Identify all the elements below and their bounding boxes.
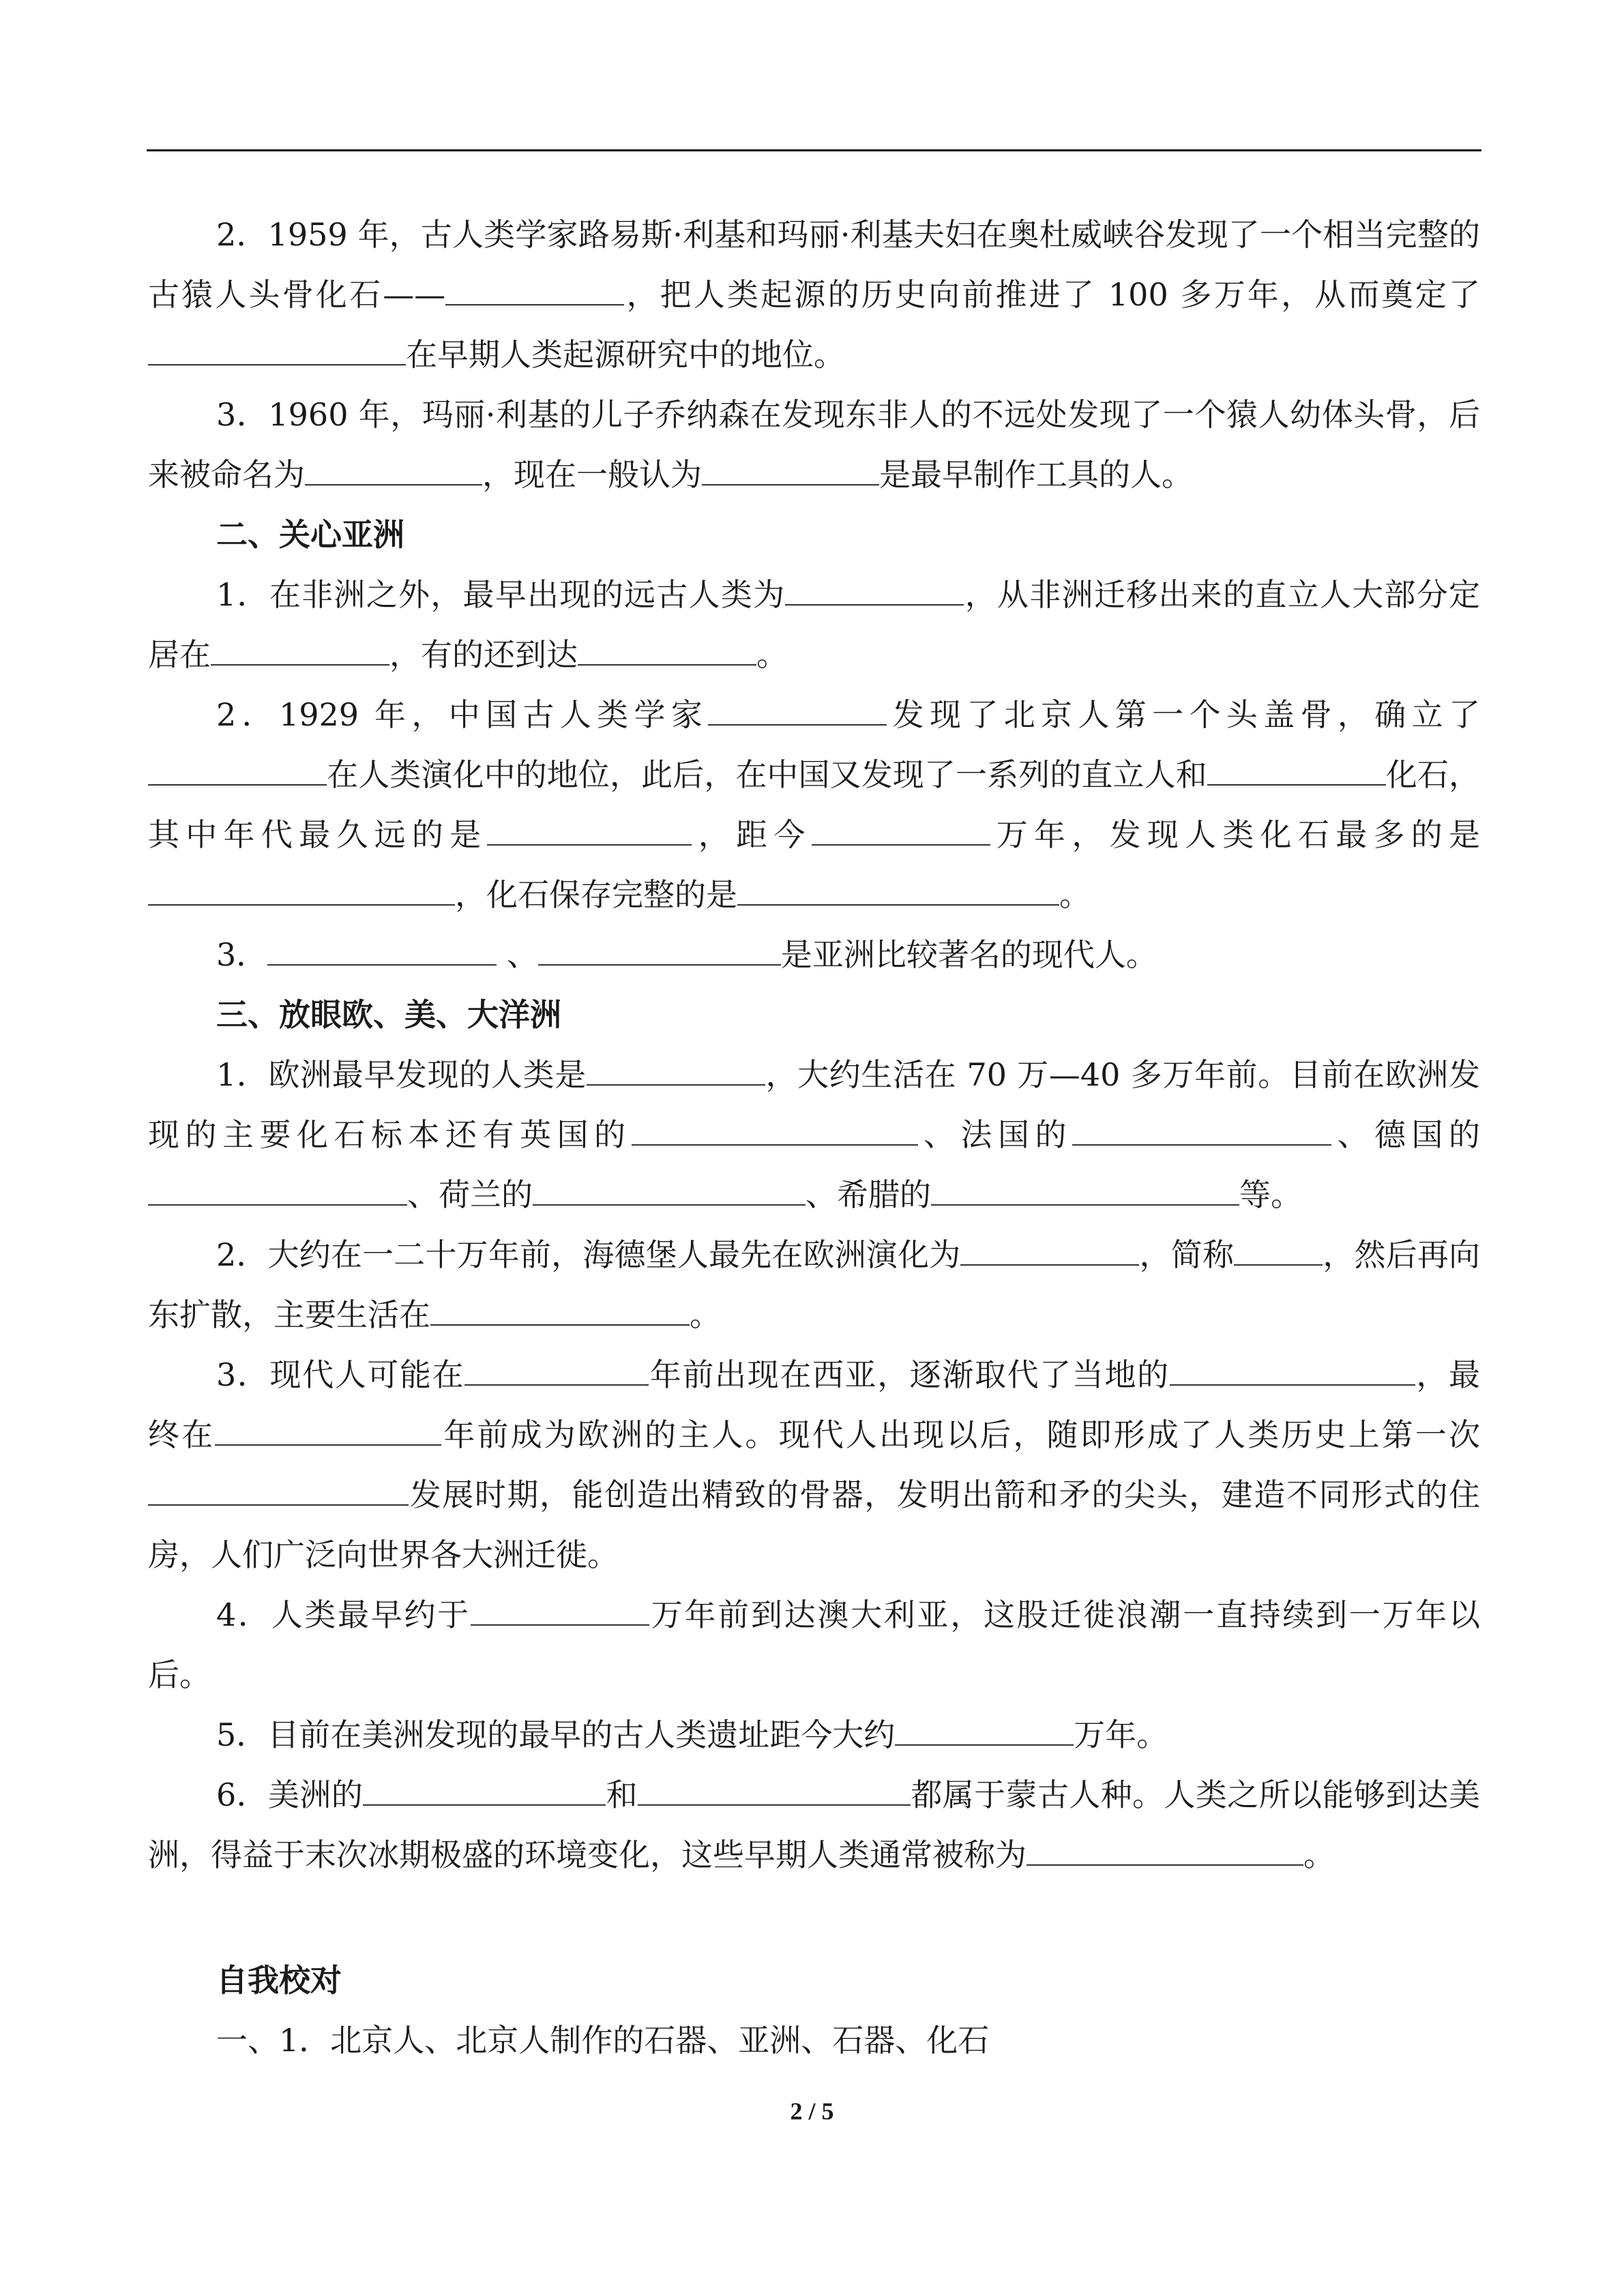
answer-blank[interactable] — [702, 457, 879, 486]
question-text: 3．1960 年，玛丽·利基的儿子乔纳森在发现东非人的不远处发现了一个猿人幼体头骨，后来被命名为 — [148, 396, 1480, 493]
question-text: 在人类演化中的地位，此后，在中国又发现了一系列的直立人和 — [327, 756, 1207, 793]
answer-blank[interactable] — [464, 1357, 649, 1386]
section-title-europe-america-oceania: 三、放眼欧、美、大洋洲 — [216, 996, 561, 1033]
question-text: ，化石保存完整的是 — [455, 876, 737, 913]
question-text: 万年前到达澳大利亚，这股迁徙浪潮一直持续到一万年以后。 — [148, 1596, 1480, 1693]
question-text: ，大约生活在 70 万—40 多万年前。目前在欧洲发现的主要化石标本还有英国的 — [148, 1056, 1480, 1153]
question-text: ，最终在 — [148, 1356, 1481, 1453]
question-1-2 — [148, 205, 1480, 385]
answer-blank[interactable] — [638, 1777, 911, 1806]
answer-blank[interactable] — [587, 1057, 765, 1086]
question-text: ，把人类起源的历史向前推进了 100 多万年，从而奠定了 — [624, 276, 1481, 313]
question-text: 发展时期，能创造出精致的骨器，发明出箭和矛的尖头，建造不同形式的住房，人们广泛向世界各大洲迁徙。 — [148, 1476, 1480, 1573]
section-spacer — [148, 1885, 1480, 1950]
answer-blank[interactable] — [1207, 757, 1386, 786]
question-text: ，有的还到达 — [389, 636, 578, 673]
question-text: 万年，发现人类化石最多的是 — [990, 816, 1481, 853]
answer-blank[interactable] — [538, 937, 781, 966]
question-3-3 — [148, 1345, 1480, 1585]
question-3-5 — [148, 1705, 1480, 1765]
answer-blank[interactable] — [148, 877, 455, 906]
worksheet-body — [148, 205, 1480, 2070]
answer-blank[interactable] — [363, 1777, 606, 1806]
question-text: 是最早制作工具的人。 — [879, 456, 1193, 493]
answer-blank[interactable] — [1234, 1237, 1323, 1266]
header-rule — [147, 149, 1481, 151]
question-text: 1．欧洲最早发现的人类是 — [216, 1056, 587, 1093]
question-text: 在早期人类起源研究中的地位。 — [406, 336, 845, 373]
question-text: 2．大约在一二十万年前，海德堡人最先在欧洲演化为 — [216, 1236, 961, 1273]
question-text: 和 — [606, 1776, 638, 1813]
question-text: 、法国的 — [917, 1116, 1072, 1153]
question-text: 、希腊的 — [806, 1176, 931, 1213]
question-text: 4．人类最早约于 — [216, 1596, 471, 1633]
question-text: ，距今 — [692, 816, 812, 853]
question-2-3 — [148, 925, 1480, 985]
question-text: 3． — [216, 936, 268, 973]
page-number: 2 / 5 — [790, 2098, 834, 2125]
answer-blank[interactable] — [1072, 1117, 1331, 1146]
question-text: 万年。 — [1074, 1716, 1168, 1753]
answer-blank[interactable] — [785, 577, 964, 606]
answer-blank[interactable] — [1170, 1357, 1415, 1386]
answer-blank[interactable] — [632, 1117, 918, 1146]
question-text: ，现在一般认为 — [482, 456, 702, 493]
question-text: 是亚洲比较著名的现代人。 — [780, 936, 1157, 973]
question-text: 2．1929 年，中国古人类学家 — [216, 696, 709, 733]
answer-blank[interactable] — [578, 637, 756, 666]
section-title-asia: 二、关心亚洲 — [216, 516, 404, 553]
question-text: ，简称 — [1139, 1236, 1235, 1273]
question-text: 年前出现在西亚，逐渐取代了当地的 — [649, 1356, 1170, 1393]
answer-blank[interactable] — [533, 1177, 806, 1206]
answer-blank[interactable] — [1027, 1837, 1303, 1866]
question-text: 年前成为欧洲的主人。现代人出现以后，随即形成了人类历史上第一次 — [441, 1416, 1481, 1453]
answer-blank[interactable] — [960, 1237, 1139, 1266]
question-text: 6．美洲的 — [216, 1776, 364, 1813]
answer-blank[interactable] — [215, 1417, 441, 1446]
answer-blank[interactable] — [267, 937, 497, 966]
answer-blank[interactable] — [812, 817, 990, 846]
answer-blank[interactable] — [305, 457, 482, 486]
question-text: 等。 — [1239, 1176, 1302, 1213]
answer-blank[interactable] — [211, 637, 389, 666]
question-text: 、 — [497, 936, 538, 973]
answer-blank[interactable] — [148, 1477, 409, 1506]
question-1-3 — [148, 385, 1480, 505]
answer-blank[interactable] — [148, 337, 406, 366]
question-text: 。 — [1059, 876, 1091, 913]
question-text: 。 — [756, 636, 788, 673]
answer-blank[interactable] — [895, 1717, 1074, 1746]
question-text: 1．在非洲之外，最早出现的远古人类为 — [216, 576, 786, 613]
question-text: 2．1959 年，古人类学家路易斯·利基和玛丽·利基夫妇在奥杜威峡谷发现了一个相当完整的古猿人头骨化石—— — [148, 216, 1480, 313]
question-text: 5．目前在美洲发现的最早的古人类遗址距今大约 — [216, 1716, 896, 1753]
question-3-2 — [148, 1225, 1480, 1345]
answer-blank[interactable] — [148, 1177, 407, 1206]
answer-blank[interactable] — [931, 1177, 1239, 1206]
question-3-1 — [148, 1045, 1480, 1225]
question-text: ，然后再向东扩散，主要生活在 — [148, 1236, 1481, 1333]
question-text: 、德国的 — [1331, 1116, 1480, 1153]
question-text: 都属于蒙古人种。人类之所以能够到达美洲，得益于末次冰期极盛的环境变化，这些早期人类通常被称为 — [148, 1776, 1480, 1873]
answer-blank[interactable] — [708, 697, 887, 726]
question-text: ，从非洲迁移出来的直立人大部分定居在 — [148, 576, 1480, 673]
answer-blank[interactable] — [471, 1597, 649, 1626]
question-text: 。 — [1303, 1836, 1335, 1873]
answer-blank[interactable] — [430, 1297, 690, 1326]
question-text: 。 — [690, 1296, 721, 1333]
question-text: 3．现代人可能在 — [216, 1356, 465, 1393]
self-check-title: 自我校对 — [216, 1962, 342, 1999]
answer-blank[interactable] — [148, 757, 327, 786]
answer-blank[interactable] — [487, 817, 692, 846]
question-text: 化石，其中年代最久远的是 — [148, 756, 1480, 853]
question-text: 发现了北京人第一个头盖骨，确立了 — [887, 696, 1480, 733]
question-3-4 — [148, 1585, 1480, 1705]
question-2-1 — [148, 565, 1480, 685]
question-2-2 — [148, 685, 1480, 925]
answer-blank[interactable] — [445, 277, 624, 305]
question-3-6 — [148, 1765, 1480, 1885]
self-check-answer: 一、1．北京人、北京人制作的石器、亚洲、石器、化石 — [216, 2022, 990, 2059]
question-text: 、荷兰的 — [407, 1176, 533, 1213]
answer-blank[interactable] — [737, 877, 1059, 906]
